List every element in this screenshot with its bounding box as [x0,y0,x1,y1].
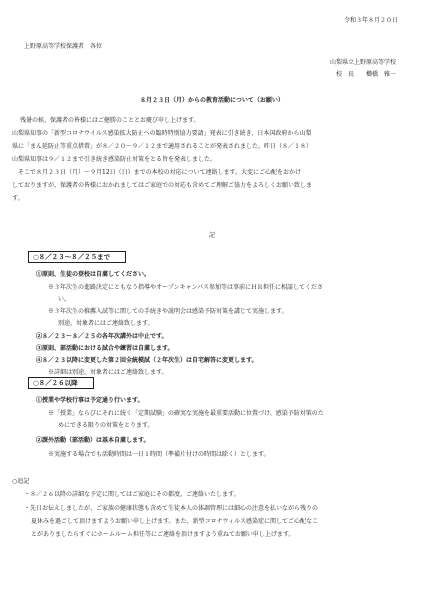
section1-item-4: ④８／２３以降に変更した第２回全統模試（２年次生）は自宅解答に変更します。 [36,357,258,364]
section1-item-2: ②８／２３～８／２５の各年次講外は中止です。 [36,333,168,340]
section1-note: 別途、対象者にはご連絡致します。 [58,320,154,327]
section2-note: ※「授業」ならびにそれに続く「定期試験」の確実な実施を最重要活動に位置づけ、感染予防対策のた [48,410,324,417]
section-heading-aug26-onward: ○８／２６以降 [28,377,94,389]
body-line: しておりますが、保護者の皆様におかれましてはご家庭での対応も含めてご理解ご協力をよろしくお願い致しま [12,182,313,189]
body-line: 県に「まん延防止等重点措置」が８／２０～９／１２まで適用されることが発表されました。昨日（８／１８） [12,143,313,150]
section1-note: ※３年次生の進路決定にともなう指導やオープンキャンパス参加等は事前にＨＲ担任に相談してくださ [48,284,324,291]
section1-note: ※詳細は別途、対象者にはご連絡致します。 [48,369,168,376]
section-heading-aug23-25: ○８／２３～８／２５まで [28,251,126,263]
issue-date: 令和３年８月２０日 [343,17,398,24]
footer-label: ○追記 [12,478,30,485]
section1-item-1: ①原則、生徒の登校は自粛してください。 [36,271,151,278]
section2-item-1: ①授業や学校行事は予定通り行います。 [36,397,144,404]
section1-note: い。 [58,296,71,303]
section2-item-2: ②課外活動（部活動）は基本自粛します。 [36,437,150,444]
body-line: 山梨県知事は９／１２まで引き続き感染防止対策をとる旨を発表しました。 [12,156,217,163]
principal-signature: 校 長 櫛橋 雅一 [335,71,396,78]
ki-marker: 記 [208,232,215,239]
document-title: ８月２３日（月）からの教育活動について（お願い） [140,97,284,104]
section1-item-3: ③原則、部活動における試合や練習は自粛します。 [36,345,174,352]
section2-note: めにできる限りの対策をとります。 [58,422,154,429]
school-name: 山梨県立上野原高等学校 [329,59,396,66]
body-line: す。 [12,195,24,202]
footer-item: ・８／２６以降の詳細な予定に関してはご家庭にその都度、ご連絡いたします。 [24,491,240,498]
body-line: 残暑の候、保護者の皆様にはご健勝のこととお慶び申し上げます。 [20,117,200,124]
footer-item: とがありましたらすぐにホームルーム担任等にご連絡を頂けますよう重ねてお願い申し上げます。 [31,531,295,538]
section1-note: ※３年次生の推薦入試等に関しての手続きや説明会は感染予防対策を講じて実施します。 [48,308,288,315]
footer-item: 夏休みを過ごして頂けますようお願い申し上げます。また、新型コロナウィルス感染症に関してご心配なこ [31,518,318,525]
footer-item: ・先日お伝えしましたが、ご家族の健康状態も含めて生徒本人の体調管理には細心の注意を払いながら残りの [24,505,319,512]
section2-note: ※実施する場合でも活動時間は一日１時間（準備片付けの時間は除く）とします。 [48,451,270,458]
body-line: そこで８月２３日（月）～９月12日（日）までの本校の対応について連絡します。大変にご心配をおかけ [18,169,302,176]
addressee: 上野原高等学校保護者 各位 [24,43,103,50]
body-line: 山梨県知事の「新型コロナウイルス感染拡大防止への臨時特別協力要請」発表に引き続き、日本国政府から山梨 [12,130,312,137]
